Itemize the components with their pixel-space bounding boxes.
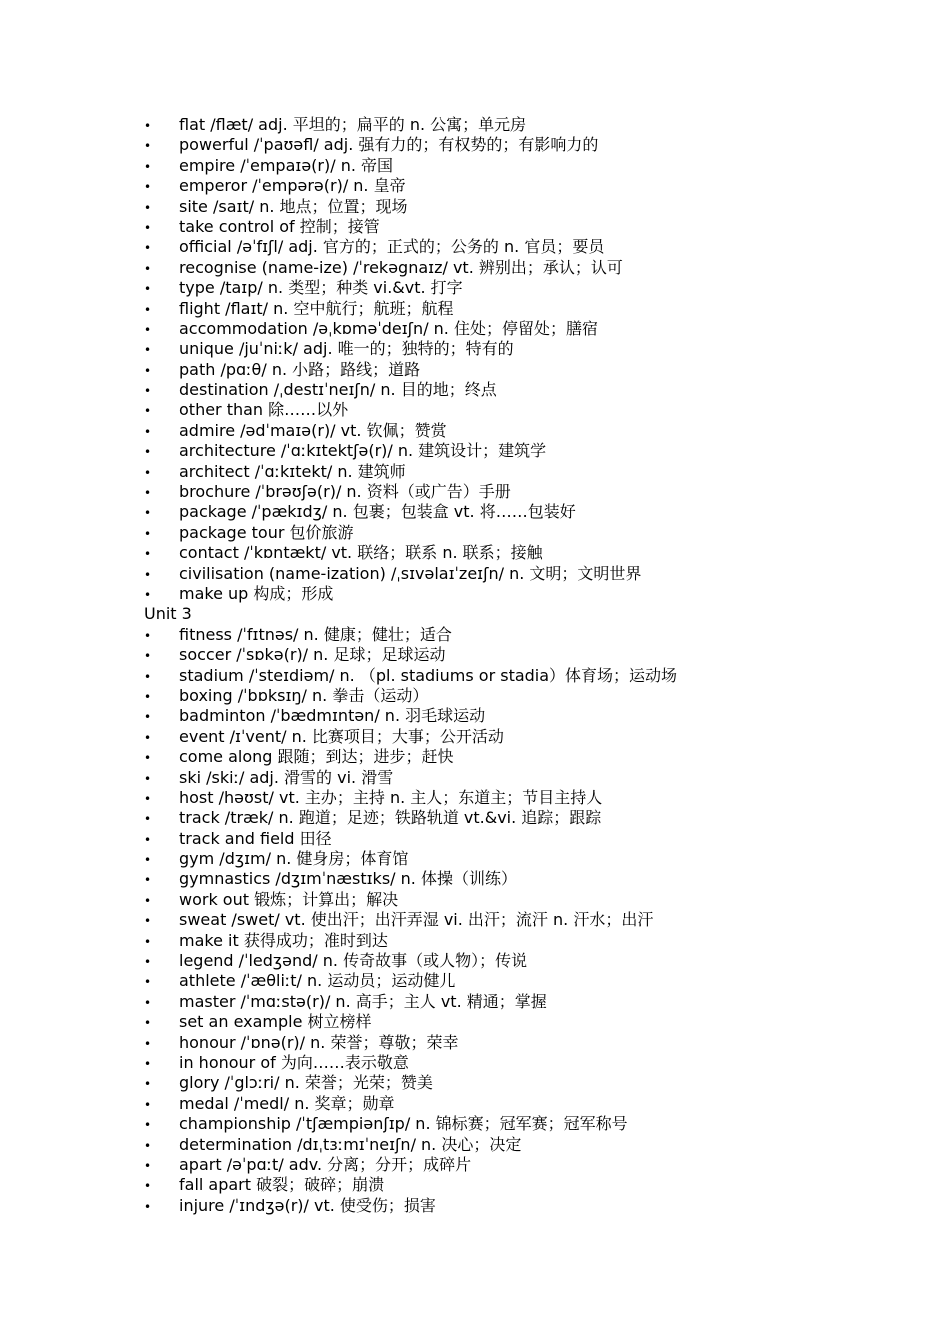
bullet-icon: •	[144, 587, 152, 602]
bullet-icon: •	[144, 139, 152, 154]
vocab-item	[144, 992, 904, 1012]
bullet-icon: •	[144, 934, 152, 949]
vocab-entry-text: destination /ˌdestɪˈneɪʃn/ n. 目的地；终点	[179, 380, 497, 400]
bullet-icon: •	[144, 547, 152, 562]
vocab-entry-text: site /saɪt/ n. 地点；位置；现场	[179, 196, 408, 216]
bullet-icon: •	[144, 689, 152, 704]
bullet-icon: •	[144, 853, 152, 868]
bullet-icon: •	[144, 751, 152, 766]
bullet-icon: •	[144, 1016, 152, 1031]
vocab-item	[144, 441, 904, 461]
bullet-icon: •	[144, 465, 152, 480]
vocab-item	[144, 971, 904, 991]
vocab-entry-text: ski /skiː/ adj. 滑雪的 vi. 滑雪	[179, 767, 394, 787]
bullet-icon: •	[144, 955, 152, 970]
bullet-icon: •	[144, 526, 152, 541]
bullet-icon: •	[144, 200, 152, 215]
vocab-entry-text: gym /dʒɪm/ n. 健身房；体育馆	[179, 849, 409, 869]
bullet-icon: •	[144, 404, 152, 419]
bullet-icon: •	[144, 893, 152, 908]
vocab-item	[144, 502, 904, 522]
vocab-entry-text: brochure /ˈbrəʊʃə(r)/ n. 资料（或广告）手册	[179, 482, 511, 502]
vocab-item	[144, 564, 904, 584]
bullet-icon: •	[144, 119, 152, 133]
vocab-entry-text: come along 跟随；到达；进步；赶快	[179, 747, 454, 767]
vocab-entry-text: other than 除……以外	[179, 400, 349, 420]
vocab-item	[144, 462, 904, 482]
vocab-entry-text: determination /dɪˌtɜːmɪˈneɪʃn/ n. 决心；决定	[179, 1134, 522, 1154]
vocab-item	[144, 788, 904, 808]
bullet-icon: •	[144, 180, 152, 195]
bullet-icon: •	[144, 302, 152, 317]
bullet-icon: •	[144, 812, 152, 827]
vocab-entry-text: track and field 田径	[179, 828, 332, 848]
vocab-entry-text: take control of 控制；接管	[179, 216, 380, 236]
vocab-entry-text: make up 构成；形成	[179, 583, 334, 603]
bullet-icon: •	[144, 567, 152, 582]
bullet-icon: •	[144, 1138, 152, 1153]
vocab-item	[144, 1135, 904, 1155]
vocab-entry-text: contact /ˈkɒntækt/ vt. 联络；联系 n. 联系；接触	[179, 543, 543, 563]
bullet-icon: •	[144, 1199, 152, 1214]
bullet-icon: •	[144, 506, 152, 521]
vocab-entry-text: fitness /ˈfɪtnəs/ n. 健康；健壮；适合	[179, 624, 452, 644]
bullet-icon: •	[144, 241, 152, 256]
vocab-entry-text: flat /flæt/ adj. 平坦的；扁平的 n. 公寓；单元房	[179, 115, 527, 134]
vocab-item	[144, 523, 904, 543]
bullet-icon: •	[144, 628, 152, 643]
bullet-icon: •	[144, 282, 152, 297]
bullet-icon: •	[144, 1118, 152, 1133]
vocab-item	[144, 1155, 904, 1175]
vocab-entry-text: admire /ədˈmaɪə(r)/ vt. 钦佩；赞赏	[179, 420, 447, 440]
bullet-icon: •	[144, 1097, 152, 1112]
vocab-entry-text: set an example 树立榜样	[179, 1012, 372, 1032]
bullet-icon: •	[144, 1158, 152, 1173]
vocab-entry-text: in honour of 为向……表示敬意	[179, 1052, 409, 1072]
vocab-entry-text: athlete /ˈæθliːt/ n. 运动员；运动健儿	[179, 971, 456, 991]
vocab-entry-text: work out 锻炼；计算出；解决	[179, 889, 399, 909]
vocab-entry-text: badminton /ˈbædmɪntən/ n. 羽毛球运动	[179, 706, 486, 726]
vocab-entry-text: championship /ˈtʃæmpiənʃɪp/ n. 锦标赛；冠军赛；冠军称号	[179, 1114, 628, 1134]
vocab-item	[144, 686, 904, 706]
vocab-item	[144, 727, 904, 747]
vocab-item	[144, 360, 904, 380]
vocab-item	[144, 1053, 904, 1073]
vocab-entry-text: legend /ˈledʒənd/ n. 传奇故事（或人物）；传说	[179, 951, 528, 971]
vocab-item	[144, 421, 904, 441]
vocab-item	[144, 258, 904, 278]
vocab-item	[144, 1073, 904, 1093]
vocab-entry-text: boxing /ˈbɒksɪŋ/ n. 拳击（运动）	[179, 685, 429, 705]
vocab-item	[144, 1175, 904, 1195]
vocab-entry-text: master /ˈmɑːstə(r)/ n. 高手；主人 vt. 精通；掌握	[179, 991, 547, 1011]
vocab-entry-text: stadium /ˈsteɪdiəm/ n. （pl. stadiums or stadia）体育场；运动场	[179, 665, 678, 685]
vocab-item	[144, 176, 904, 196]
vocab-item	[144, 339, 904, 359]
vocab-entry-text: injure /ˈɪndʒə(r)/ vt. 使受伤；损害	[179, 1195, 436, 1215]
vocab-item	[144, 135, 904, 155]
vocab-entry-text: empire /ˈempaɪə(r)/ n. 帝国	[179, 155, 394, 175]
vocab-item	[144, 156, 904, 176]
vocab-list-unit-2	[144, 115, 904, 604]
bullet-icon: •	[144, 261, 152, 276]
vocab-item	[144, 584, 904, 604]
bullet-icon: •	[144, 343, 152, 358]
vocab-entry-text: type /taɪp/ n. 类型；种类 vi.&vt. 打字	[179, 278, 463, 298]
vocab-entry-text: soccer /ˈsɒkə(r)/ n. 足球；足球运动	[179, 645, 446, 665]
vocab-entry-text: emperor /ˈempərə(r)/ n. 皇帝	[179, 176, 406, 196]
bullet-icon: •	[144, 1056, 152, 1071]
vocab-item	[144, 645, 904, 665]
vocab-item	[144, 400, 904, 420]
vocab-entry-text: apart /əˈpɑːt/ adv. 分离；分开；成碎片	[179, 1154, 472, 1174]
vocab-list-unit-3	[144, 625, 904, 1216]
vocab-entry-text: glory /ˈglɔːri/ n. 荣誉；光荣；赞美	[179, 1073, 433, 1093]
vocab-item	[144, 747, 904, 767]
vocab-item	[144, 808, 904, 828]
vocab-entry-text: architect /ˈɑːkɪtekt/ n. 建筑师	[179, 461, 406, 481]
bullet-icon: •	[144, 445, 152, 460]
bullet-icon: •	[144, 486, 152, 501]
vocab-item	[144, 237, 904, 257]
vocab-entry-text: honour /ˈɒnə(r)/ n. 荣誉；尊敬；荣幸	[179, 1032, 459, 1052]
vocab-item	[144, 768, 904, 788]
bullet-icon: •	[144, 975, 152, 990]
vocab-entry-text: host /həʊst/ vt. 主办；主持 n. 主人；东道主；节目主持人	[179, 787, 603, 807]
bullet-icon: •	[144, 669, 152, 684]
vocab-entry-text: track /træk/ n. 跑道；足迹；铁路轨道 vt.&vi. 追踪；跟踪	[179, 808, 602, 828]
vocab-entry-text: package tour 包价旅游	[179, 522, 354, 542]
bullet-icon: •	[144, 832, 152, 847]
vocab-entry-text: sweat /swet/ vt. 使出汗；出汗弄湿 vi. 出汗；流汗 n. 汗水；出汗	[179, 910, 654, 930]
vocab-entry-text: architecture /ˈɑːkɪtektʃə(r)/ n. 建筑设计；建筑学	[179, 441, 547, 461]
vocab-item	[144, 1114, 904, 1134]
vocab-item	[144, 931, 904, 951]
vocab-entry-text: gymnastics /dʒɪmˈnæstɪks/ n. 体操（训练）	[179, 869, 517, 889]
vocab-entry-text: event /ɪˈvent/ n. 比赛项目；大事；公开活动	[179, 726, 504, 746]
bullet-icon: •	[144, 771, 152, 786]
vocab-item	[144, 666, 904, 686]
vocab-entry-text: fall apart 破裂；破碎；崩溃	[179, 1175, 385, 1195]
vocab-item	[144, 829, 904, 849]
vocab-item	[144, 299, 904, 319]
vocab-item	[144, 1094, 904, 1114]
bullet-icon: •	[144, 914, 152, 929]
bullet-icon: •	[144, 424, 152, 439]
vocab-item	[144, 197, 904, 217]
bullet-icon: •	[144, 220, 152, 235]
bullet-icon: •	[144, 322, 152, 337]
vocab-entry-text: powerful /ˈpaʊəfl/ adj. 强有力的；有权势的；有影响力的	[179, 135, 599, 155]
bullet-icon: •	[144, 710, 152, 725]
vocab-item	[144, 115, 904, 135]
bullet-icon: •	[144, 384, 152, 399]
vocab-item	[144, 217, 904, 237]
bullet-icon: •	[144, 649, 152, 664]
bullet-icon: •	[144, 1179, 152, 1194]
vocab-entry-text: civilisation (name-ization) /ˌsɪvəlaɪˈzeɪʃn/ n. 文明；文明世界	[179, 563, 642, 583]
vocab-entry-text: unique /juˈniːk/ adj. 唯一的；独特的；特有的	[179, 339, 514, 359]
vocab-entry-text: medal /ˈmedl/ n. 奖章；勋章	[179, 1093, 395, 1113]
vocab-item	[144, 869, 904, 889]
vocab-item	[144, 482, 904, 502]
vocab-item	[144, 706, 904, 726]
vocab-item	[144, 951, 904, 971]
vocab-item	[144, 890, 904, 910]
vocab-entry-text: path /pɑːθ/ n. 小路；路线；道路	[179, 359, 421, 379]
vocab-item	[144, 849, 904, 869]
bullet-icon: •	[144, 730, 152, 745]
unit-heading: Unit 3	[144, 604, 192, 624]
vocab-item	[144, 1012, 904, 1032]
vocab-entry-text: flight /flaɪt/ n. 空中航行；航班；航程	[179, 298, 454, 318]
bullet-icon: •	[144, 1036, 152, 1051]
vocab-item	[144, 910, 904, 930]
bullet-icon: •	[144, 995, 152, 1010]
vocab-item	[144, 1033, 904, 1053]
vocab-item	[144, 625, 904, 645]
bullet-icon: •	[144, 873, 152, 888]
vocab-item	[144, 1196, 904, 1216]
vocab-entry-text: official /əˈfɪʃl/ adj. 官方的；正式的；公务的 n. 官员；要员	[179, 237, 605, 257]
vocab-entry-text: accommodation /əˌkɒməˈdeɪʃn/ n. 住处；停留处；膳宿	[179, 318, 598, 338]
vocab-entry-text: make it 获得成功；准时到达	[179, 930, 388, 950]
bullet-icon: •	[144, 363, 152, 378]
bullet-icon: •	[144, 1077, 152, 1092]
vocab-item	[144, 278, 904, 298]
vocab-item	[144, 543, 904, 563]
vocab-entry-text: package /ˈpækɪdʒ/ n. 包裹；包装盒 vt. 将……包装好	[179, 502, 576, 522]
vocab-item	[144, 319, 904, 339]
document-page	[144, 115, 904, 1216]
vocab-entry-text: recognise (name-ize) /ˈrekəgnaɪz/ vt. 辨别出；承认；认可	[179, 257, 623, 277]
bullet-icon: •	[144, 791, 152, 806]
vocab-item	[144, 380, 904, 400]
bullet-icon: •	[144, 159, 152, 174]
